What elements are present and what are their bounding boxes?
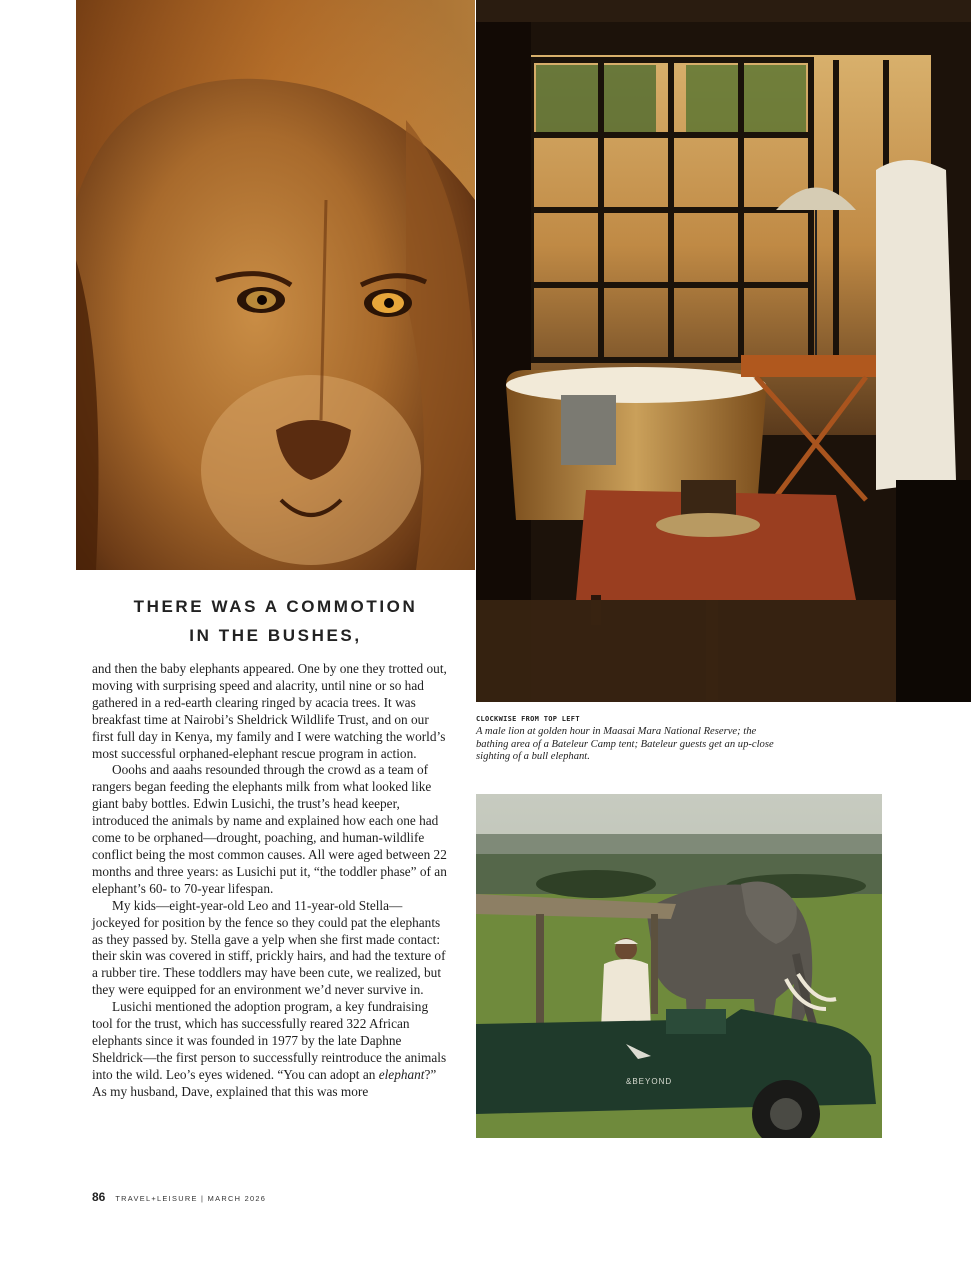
- body-paragraph-1: and then the baby elephants appeared. One by one they trotted out, moving with surprising speed and alacrity, until nine or so had gathered in a red-earth clearing ringed by acacia trees. It was breakfast time at Nairobi’s Sheldrick Wildlife Trust, and on our first full day in Kenya, my family and I were watching the world’s most successful orphaned-elephant rescue program in action.: [92, 661, 447, 761]
- headline-line-2: IN THE BUSHES,: [189, 626, 362, 645]
- article-body: [92, 661, 450, 1101]
- caption-label: CLOCKWISE FROM TOP LEFT: [476, 715, 580, 723]
- lion-photo: [76, 0, 475, 570]
- photo-caption: [476, 715, 776, 764]
- bathroom-photo: [476, 0, 971, 702]
- body-paragraph-4: [92, 999, 450, 1100]
- caption-text: A male lion at golden hour in Maasai Mara National Reserve; the bathing area of a Bateleur Camp tent; Bateleur guests get an up-close sighting of a bull elephant.: [476, 726, 774, 763]
- magazine-folio: TRAVEL+LEISURE | MARCH 2026: [115, 1194, 267, 1203]
- page-footer: [92, 1190, 266, 1204]
- elephant-safari-photo: [476, 794, 882, 1138]
- headline-line-1: THERE WAS A COMMOTION: [133, 597, 418, 616]
- body-paragraph-2: Ooohs and aaahs resounded through the crowd as a team of rangers began feeding the elephants milk from what looked like giant baby bottles. Edwin Lusichi, the trust’s head keeper, introduced the animals by name and explained how each one had come to be orphaned—drought, poaching, and human-wildlife conflict being the most common causes. All were aged between 22 months and three years: as Lusichi put it, “the toddler phase” of an elephant’s 60- to 70-year lifespan.: [92, 762, 447, 896]
- body-paragraph-4-emphasis: elephant: [378, 1066, 425, 1082]
- page-number: 86: [92, 1190, 106, 1204]
- body-paragraph-4-end: ?” As my husband, Dave, explained that this was more: [92, 1066, 437, 1099]
- body-paragraph-4-start: Lusichi mentioned the adoption program, a key fundraising tool for the trust, which has successfully reared 322 African elephants since it was founded in 1977 by the late Daphne Sheldrick—the first person to successfully reintroduce the animals into the wild. Leo’s eyes widened. “You can adopt an: [92, 999, 447, 1082]
- pull-headline: [76, 592, 475, 650]
- vehicle-logo-text: &BEYOND: [626, 1077, 673, 1086]
- body-paragraph-3: My kids—eight-year-old Leo and 11-year-old Stella—jockeyed for position by the fence so they could pat the elephants as they passed by. Stella gave a yelp when she first made contact: their skin was covered in stiff, prickly hairs, and had the texture of a rubber tire. These toddlers may have been cute, we realized, but they were equipped for an environment we’d never survive in.: [92, 897, 446, 998]
